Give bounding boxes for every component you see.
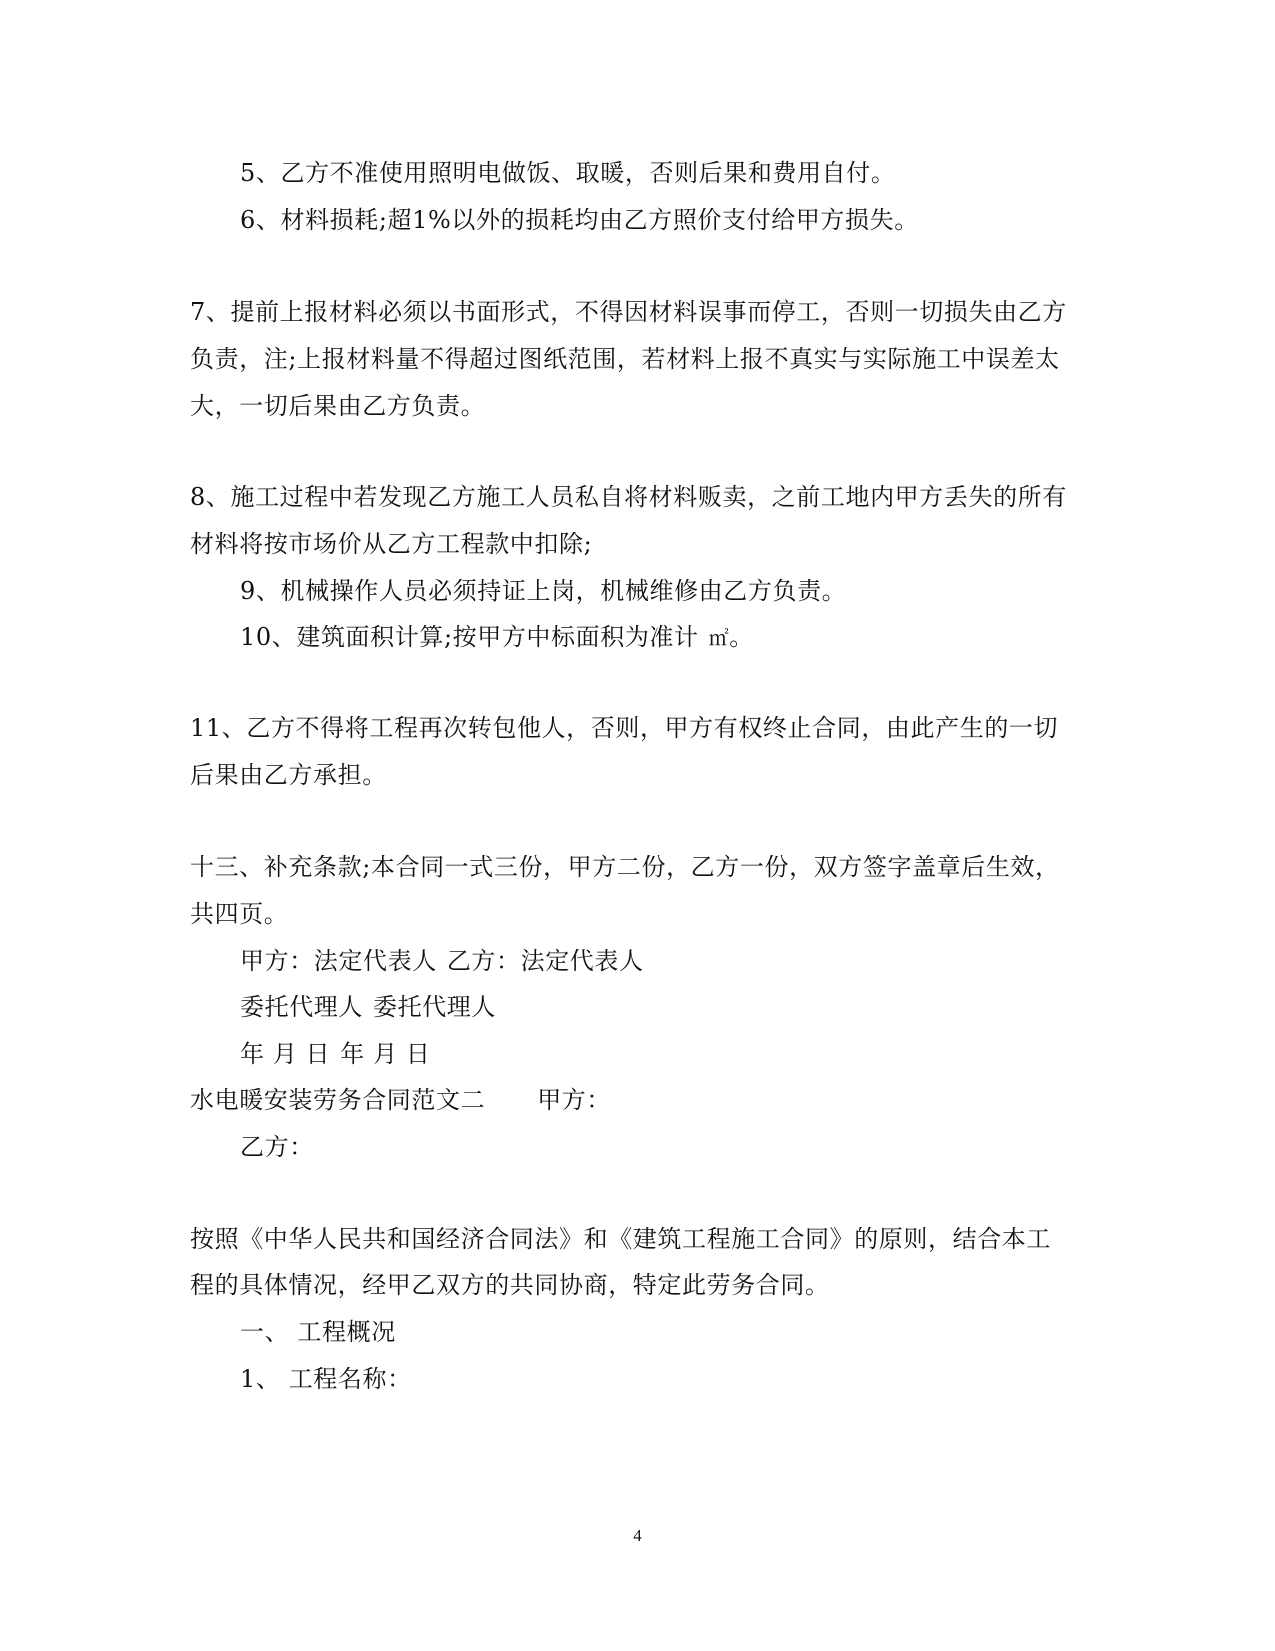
text-line: 共四页。	[190, 900, 289, 928]
square-meter-symbol: ㎡	[708, 626, 730, 650]
party-a-legal-representative: 甲方：法定代表人	[240, 947, 437, 975]
party-b-label: 乙方：	[240, 1133, 314, 1161]
text-line: 6、材料损耗;超1%以外的损耗均由乙方照价支付给甲方损失。	[240, 206, 919, 234]
party-b-date: 年 月 日	[340, 1040, 431, 1068]
text-line: 7、提前上报材料必须以书面形式，不得因材料误事而停工，否则一切损失由乙方	[190, 298, 1067, 326]
text-line: 5、乙方不准使用照明电做饭、取暖，否则后果和费用自付。	[240, 159, 896, 187]
party-b-legal-representative: 乙方：法定代表人	[446, 947, 644, 975]
signature-line	[240, 946, 644, 976]
text-line: 大，一切后果由乙方负责。	[190, 392, 486, 420]
text-line: 十三、补充条款;本合同一式三份，甲方二份，乙方一份，双方签字盖章后生效，	[190, 853, 1060, 881]
page-number: 4	[633, 1526, 642, 1545]
text-line: 负责，注;上报材料量不得超过图纸范围，若材料上报不真实与实际施工中误差太	[190, 345, 1060, 373]
date-line	[240, 1039, 431, 1069]
section-title: 水电暖安装劳务合同范文二	[190, 1086, 486, 1114]
party-a-date: 年 月 日	[240, 1040, 331, 1068]
text-line: 9、机械操作人员必须持证上岗，机械维修由乙方负责。	[240, 577, 847, 605]
project-name-label: 1、 工程名称：	[240, 1365, 412, 1393]
area-calculation-line	[240, 622, 754, 653]
text-line: 后果由乙方承担。	[190, 761, 387, 789]
party-a-label: 甲方：	[537, 1086, 612, 1114]
party-a-agent: 委托代理人	[240, 993, 363, 1021]
party-b-agent: 委托代理人	[373, 993, 496, 1021]
text-line: 材料将按市场价从乙方工程款中扣除;	[190, 530, 593, 558]
section-title-line	[190, 1085, 611, 1115]
section-heading: 一、 工程概况	[240, 1318, 396, 1346]
text-line: 程的具体情况，经甲乙双方的共同协商，特定此劳务合同。	[190, 1271, 830, 1299]
agent-line	[240, 992, 496, 1022]
sentence-end: 。	[729, 623, 754, 651]
text-line: 按照《中华人民共和国经济合同法》和《建筑工程施工合同》的原则，结合本工	[190, 1225, 1051, 1253]
text-line: 8、施工过程中若发现乙方施工人员私自将材料贩卖，之前工地内甲方丢失的所有	[190, 483, 1067, 511]
text-line: 10、建筑面积计算;按甲方中标面积为准计	[240, 623, 699, 651]
text-line: 11、乙方不得将工程再次转包他人，否则，甲方有权终止合同，由此产生的一切	[190, 714, 1059, 742]
